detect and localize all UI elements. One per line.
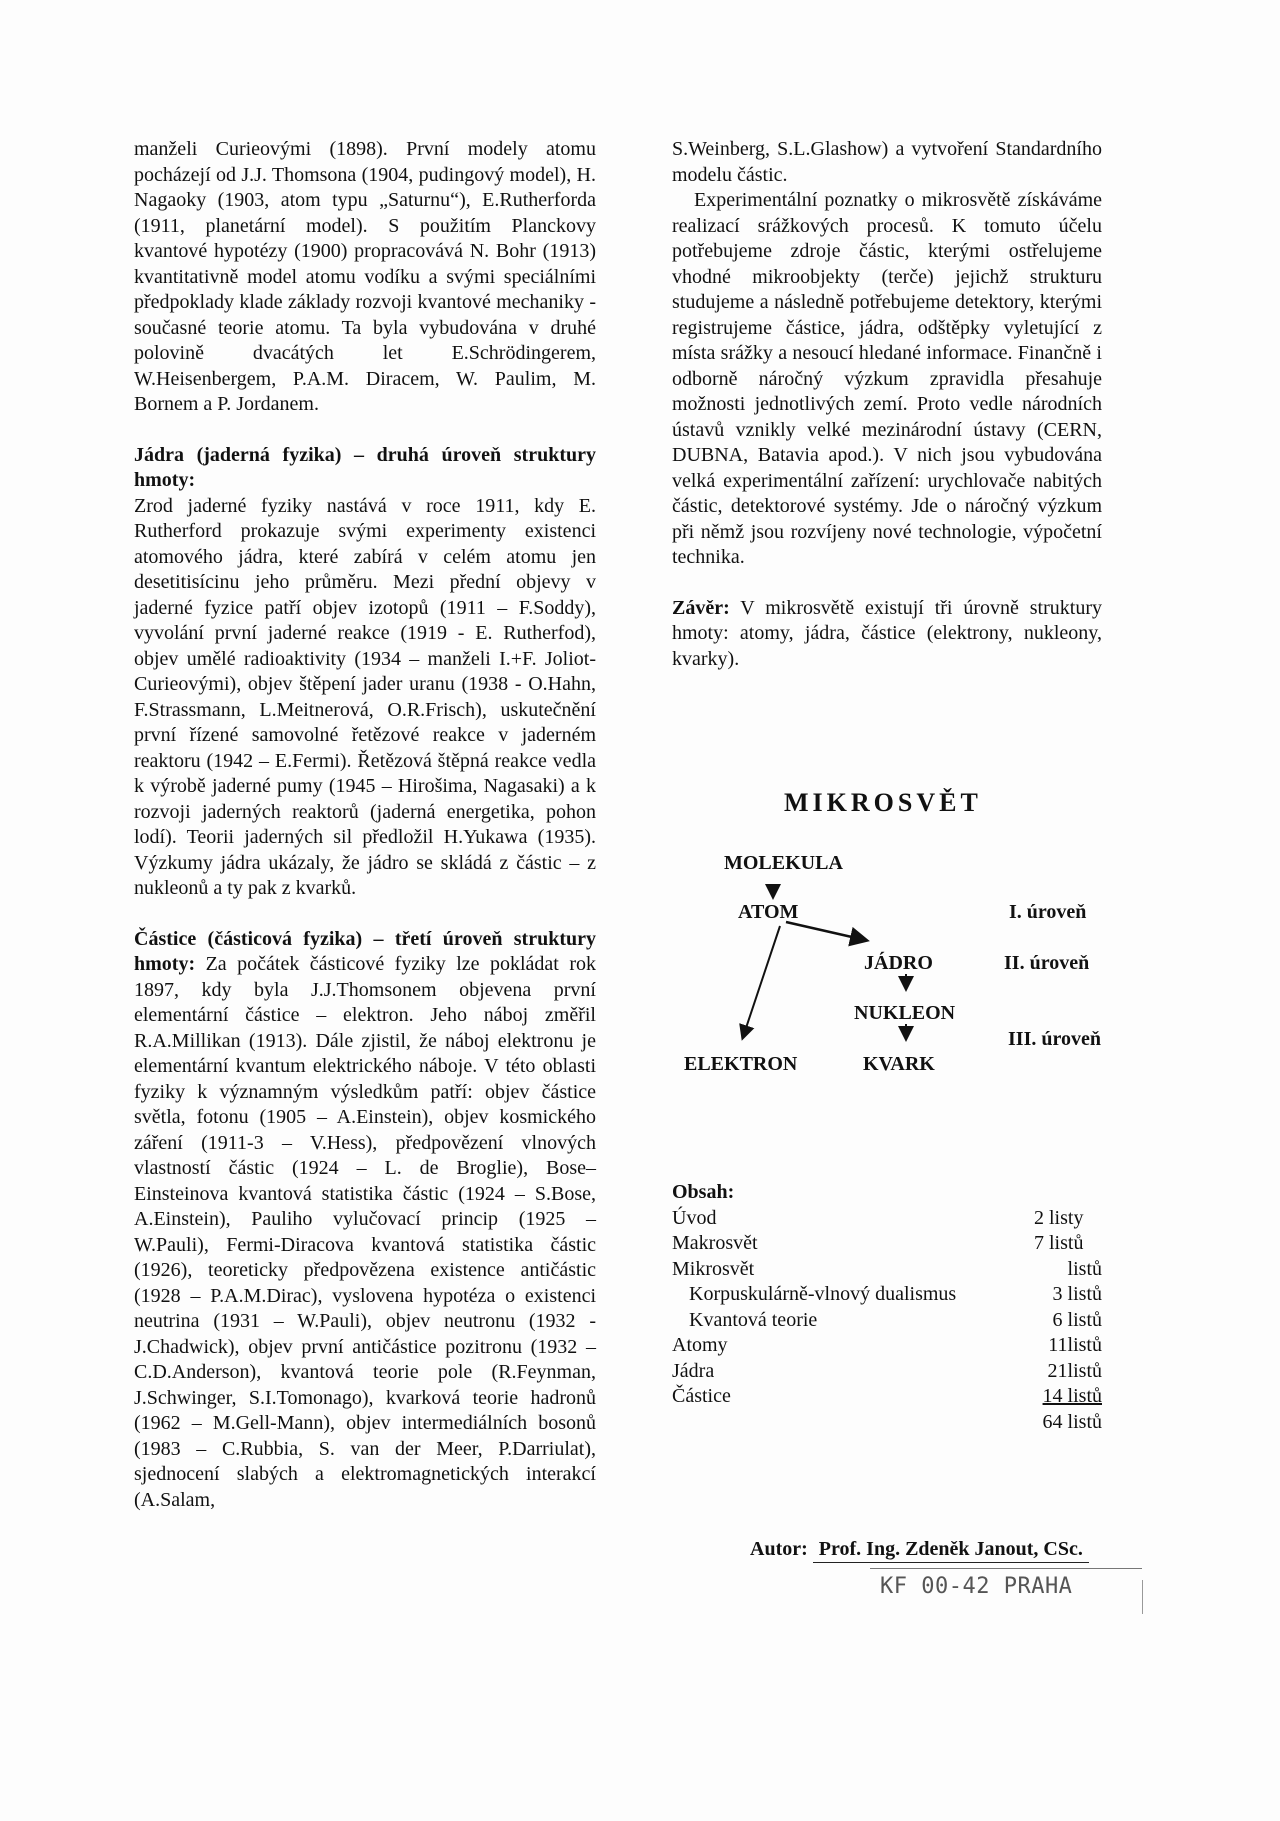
toc-item-count: 3 listů [1052,1283,1102,1305]
toc-item-name: Korpuskulárně-vlnový dualismus [689,1283,957,1305]
toc-row [672,1282,1102,1308]
level-2-label: II. úroveň [1004,952,1090,974]
toc-row [672,1308,1102,1334]
toc-item-name: Úvod [672,1206,717,1229]
left-column [134,137,596,1513]
toc-row [672,1333,1102,1359]
arrow-atom-jadro [786,922,865,940]
node-elektron: ELEKTRON [684,1053,798,1075]
toc-item-count: 21listů [1047,1359,1102,1382]
toc-item-name: Atomy [672,1334,728,1356]
toc-item-count: 6 listů [1052,1308,1102,1331]
microworld-diagram [660,780,1140,1100]
heading-nuclear: Jádra (jaderná fyzika) – druhá úroveň struktury hmoty: [134,443,596,491]
toc-item-name: Makrosvět [672,1232,758,1254]
stamp-mark [1142,1580,1143,1614]
toc-total: 64 listů [1042,1410,1102,1433]
toc-item-count: 7 listů [1034,1232,1084,1254]
toc-row [672,1231,1102,1257]
arrow-atom-elektron [743,926,780,1037]
paragraph-nuclear: Zrod jaderné fyziky nastává v roce 1911, kdy E. Rutherford prokazuje svými experimenty existenci atomového jádra, které zabírá v celém atomu jen desetitisícinu jeho průměru. Mezi přední objevy v jaderné fyzice patří objev izotopů (1911 – F.Soddy), vyvolání první jaderné reakce (1919 - E. Rutherfod), objev umělé radioaktivity (1934 – manželi I.+F. Joliot-Curieovými), objev štěpení jader uranu (1938 - O.Hahn, F.Strassmann, L.Meitnerová, O.R.Frisch), uskutečnění první řízené samovolné řetězové reakce v jaderném reaktoru (1942 – E.Fermi). Řetězová štěpná reakce vedla k výrobě jaderné pumy (1945 – Hirošima, Nagasaki) a k rozvoji jaderných reaktorů (jaderná energetika, pohon lodí). Teorii jaderných sil předložil H.Yukawa (1935). Výzkumy jádra ukázaly, že jádro se skládá z částic – z nukleonů a ty pak z kvarků. [134,494,596,899]
diagram-title: MIKROSVĚT [784,788,982,817]
toc-item-name: Mikrosvět [672,1257,755,1280]
toc-item-count: 2 listy [1034,1206,1084,1229]
node-kvark: KVARK [863,1053,935,1075]
conclusion-label: Závěr: [672,596,730,619]
toc-row [672,1206,1102,1232]
toc-row [672,1257,1102,1283]
level-3-label: III. úroveň [1008,1028,1101,1050]
table-of-contents [672,1180,1102,1435]
toc-item-name: Částice [672,1385,731,1407]
stamp-divider [870,1568,1142,1569]
toc-item-name: Jádra [672,1359,715,1382]
paragraph-conclusion [672,596,1102,673]
author-name: Prof. Ing. Zdeněk Janout, CSc. [813,1538,1089,1563]
toc-heading: Obsah: [672,1181,735,1203]
toc-row [672,1384,1102,1410]
conclusion-text: V mikrosvětě existují tři úrovně struktury hmoty: atomy, jádra, částice (elektrony, nukleony, kvarky). [672,596,1102,670]
right-column [672,137,1102,672]
node-molekula: MOLEKULA [724,852,843,874]
level-1-label: I. úroveň [1009,901,1087,923]
author-label: Autor: [750,1538,808,1560]
paragraph-atom-history: manželi Curieovými (1898). První modely atomu pocházejí od J.J. Thomsona (1904, pudingový model), H. Nagaoky (1903, atom typu „Saturnu“), E.Rutherforda (1911, planetární model). S použitím Planckovy kvantové hypotézy (1900) propracovává N. Bohr (1913) kvantitativně model atomu vodíku a svými speciálními předpoklady klade základy rozvoji kvantové mechaniky - současné teorie atomu. Ta byla vybudována v druhé polovině dvacátých let E.Schrödingerem, W.Heisenbergem, P.A.M. Diracem, W. Paulim, M. Bornem a P. Jordanem. [134,138,596,415]
author-line [750,1538,1089,1561]
heading-particles: Částice (částicová fyzika) – třetí úroveň struktury hmoty: [134,927,596,975]
toc-item-count: 14 listů [1042,1385,1102,1407]
toc-item-count: listů [1067,1257,1102,1280]
toc-row [672,1359,1102,1385]
diagram-arrows [660,780,1140,1100]
node-atom: ATOM [738,901,799,923]
toc-item-name: Kvantová teorie [689,1308,818,1331]
paragraph-particles [134,927,596,1514]
toc-total-row [672,1410,1102,1436]
toc-item-count: 11listů [1048,1334,1102,1356]
node-jadro: JÁDRO [864,952,933,974]
paragraph-experiments: Experimentální poznatky o mikrosvětě získáváme realizací srážkových procesů. K tomuto účelu potřebujeme zdroje částic, kterými ostřelujeme vhodné mikroobjekty (terče) jejichž strukturu studujeme a následně potřebujeme detektory, kterými registrujeme částice, jádra, odštěpky vyletující z místa srážky a nesoucí hledané informace. Finančně i odborně náročný výzkum zpravidla přesahuje možnosti jednotlivých zemí. Proto vedle národních ústavů vznikly velké mezinárodní ústavy (CERN, DUBNA, Batavia apod.). V nich jsou vybudována velká experimentální zařízení: urychlovače nabitých částic, detektorové systémy. Jde o náročný výzkum při němž jsou rozvíjeny nové technologie, výpočetní technika. [672,189,1102,568]
stamp: KF 00-42 PRAHA [880,1574,1073,1599]
paragraph-continuation: S.Weinberg, S.L.Glashow) a vytvoření Standardního modelu částic. [672,138,1102,186]
paragraph-particles-text: Za počátek částicové fyziky lze pokládat rok 1897, kdy byla J.J.Thomsonem objevena první elementární částice – elektron. Jeho náboj změřil R.A.Millikan (1913). Dále zjistil, že náboj elektronu je elementární kvantum elektrického náboje. V této oblasti fyziky k významným výsledkům patří: objev částice světla, fotonu (1905 – A.Einstein), objev kosmického záření (1911-3 – V.Hess), předpovězení vlnových vlastností částic (1924 – L. de Broglie), Bose–Einsteinova kvantová statistika částic (1924 – S.Bose, A.Einstein), Pauliho vylučovací princip (1925 – W.Pauli), Fermi-Diracova kvantová statistika částic (1926), teoreticky předpovězena existence antičástic (1928 – P.A.M.Dirac), vyslovena hypotéza o existenci neutrina (1931 – W.Pauli), objev neutronu (1932 - J.Chadwick), objev první antičástice pozitronu (1932 – C.D.Anderson), kvantová teorie pole (R.Feynman, J.Schwinger, S.I.Tomonago), kvarková teorie hadronů (1962 – M.Gell-Mann), objev intermediálních bosonů (1983 – C.Rubbia, S. van der Meer, P.Darriulat), sjednocení slabých a elektromagnetických interakcí (A.Salam, [134,953,596,1511]
node-nukleon: NUKLEON [854,1002,956,1024]
